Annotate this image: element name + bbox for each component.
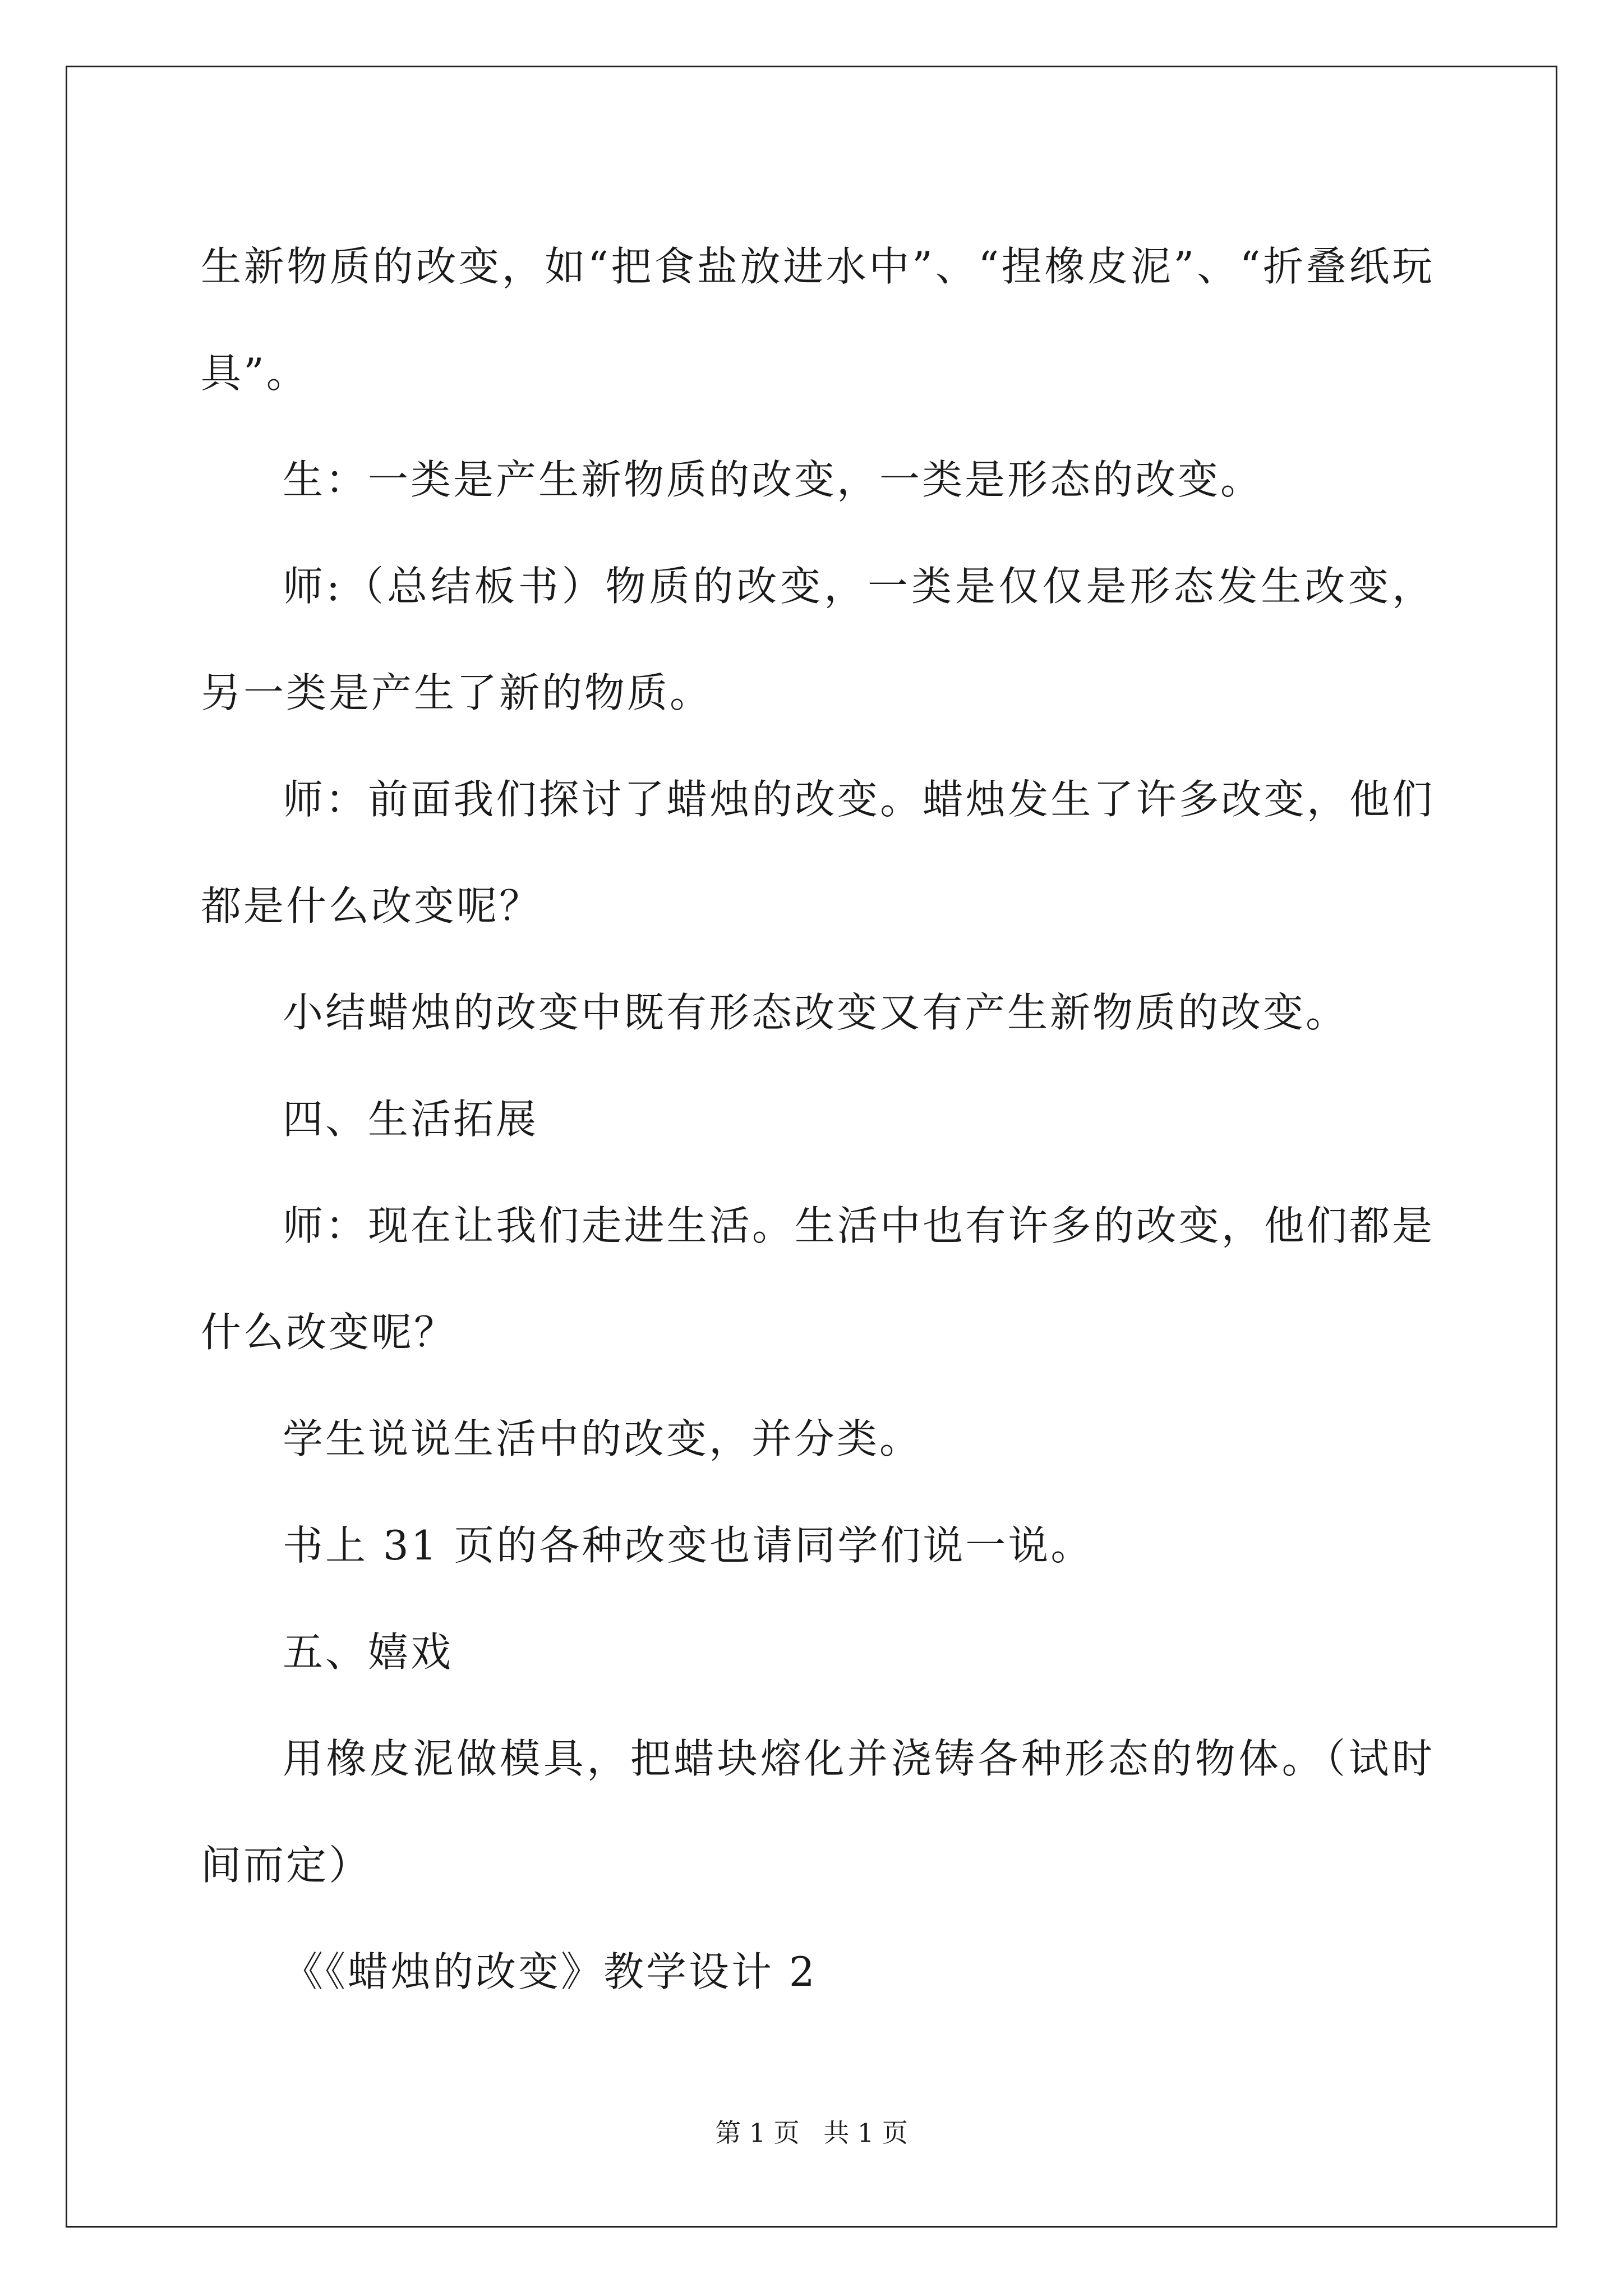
document-body xyxy=(201,213,1435,2025)
paragraph-7: 师：现在让我们走进生活。生活中也有许多的改变，他们都是什么改变呢？ xyxy=(201,1202,1435,1356)
paragraph-5: 小结蜡烛的改变中既有形态改变又有产生新物质的改变。 xyxy=(283,989,1349,1036)
page-footer xyxy=(0,2113,1623,2150)
section-heading-4: 四、生活拓展 xyxy=(283,1096,539,1143)
document-subtitle: 《《蜡烛的改变》教学设计 2 xyxy=(283,1948,817,1995)
paragraph-9: 书上 31 页的各种改变也请同学们说一说。 xyxy=(283,1522,1094,1569)
paragraph-3: 师:（总结板书）物质的改变，一类是仅仅是形态发生改变，另一类是产生了新的物质。 xyxy=(201,563,1435,716)
paragraph-4: 师：前面我们探讨了蜡烛的改变。蜡烛发生了许多改变，他们都是什么改变呢？ xyxy=(201,776,1435,930)
paragraph-11: 用橡皮泥做模具，把蜡块熔化并浇铸各种形态的物体。（试时间而定） xyxy=(201,1735,1435,1889)
paragraph-8: 学生说说生活中的改变，并分类。 xyxy=(283,1415,923,1462)
paragraph-2: 生：一类是产生新物质的改变，一类是形态的改变。 xyxy=(283,456,1264,503)
section-heading-5: 五、嬉戏 xyxy=(283,1628,454,1676)
paragraph-1: 生新物质的改变，如“把食盐放进水中”、“捏橡皮泥”、“折叠纸玩具”。 xyxy=(201,243,1435,397)
page-number: 第 1 页 xyxy=(715,2118,800,2148)
page-total: 共 1 页 xyxy=(823,2118,908,2148)
